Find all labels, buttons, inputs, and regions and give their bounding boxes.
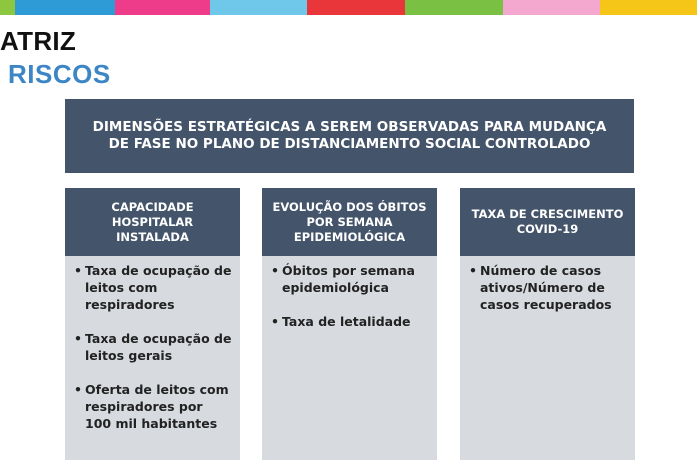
bullet-list [271,262,429,330]
bullet-icon: • [74,382,82,397]
list-item-text: Taxa de letalidade [282,314,411,329]
color-bar-segment [0,0,15,15]
column-deaths-evolution [262,188,437,460]
color-bar-segment [307,0,405,15]
bullet-icon: • [74,263,82,278]
bullet-icon: • [271,263,279,278]
list-item [271,313,429,330]
list-item [74,262,232,313]
column-body [65,256,240,460]
list-item [74,381,232,432]
color-bar-segment [115,0,210,15]
list-item-text: Oferta de leitos com respiradores por 100 mil habitantes [85,382,229,431]
bullet-icon: • [271,314,279,329]
slide-title-line-2: RISCOS [8,59,111,89]
color-bar-segment [405,0,503,15]
bullet-icon: • [469,263,477,278]
bullet-icon: • [74,331,82,346]
list-item [74,330,232,364]
color-bar-segment [600,0,697,15]
list-item [469,262,627,313]
list-item-text: Número de casos ativos/Número de casos recuperados [480,263,612,312]
column-header [262,188,437,256]
top-color-bar [0,0,697,15]
slide-title-line-1: ATRIZ [0,26,77,56]
list-item-text: Óbitos por semana epidemiológica [282,263,415,295]
list-item [271,262,429,296]
column-growth-rate [460,188,635,460]
main-header-box [65,99,634,173]
column-header-text: CAPACIDADE HOSPITALAR INSTALADA [111,199,194,244]
column-body [460,256,635,460]
column-header [460,188,635,256]
list-item-text: Taxa de ocupação de leitos gerais [85,331,232,363]
main-header-text: DIMENSÕES ESTRATÉGICAS A SEREM OBSERVADAS PARA MUDANÇA DE FASE NO PLANO DE DISTANCIAMENTO SOCIAL CONTROLADO [92,119,607,152]
column-body [262,256,437,460]
bullet-list [469,262,627,313]
color-bar-segment [503,0,600,15]
column-header [65,188,240,256]
bullet-list [74,262,232,432]
list-item-text: Taxa de ocupação de leitos com respiradores [85,263,232,312]
color-bar-segment [15,0,115,15]
column-header-text: TAXA DE CRESCIMENTO COVID-19 [471,207,624,236]
column-header-text: EVOLUÇÃO DOS ÓBITOS POR SEMANA EPIDEMIOLÓGICA [272,199,427,244]
color-bar-segment [210,0,307,15]
column-hospital-capacity [65,188,240,460]
